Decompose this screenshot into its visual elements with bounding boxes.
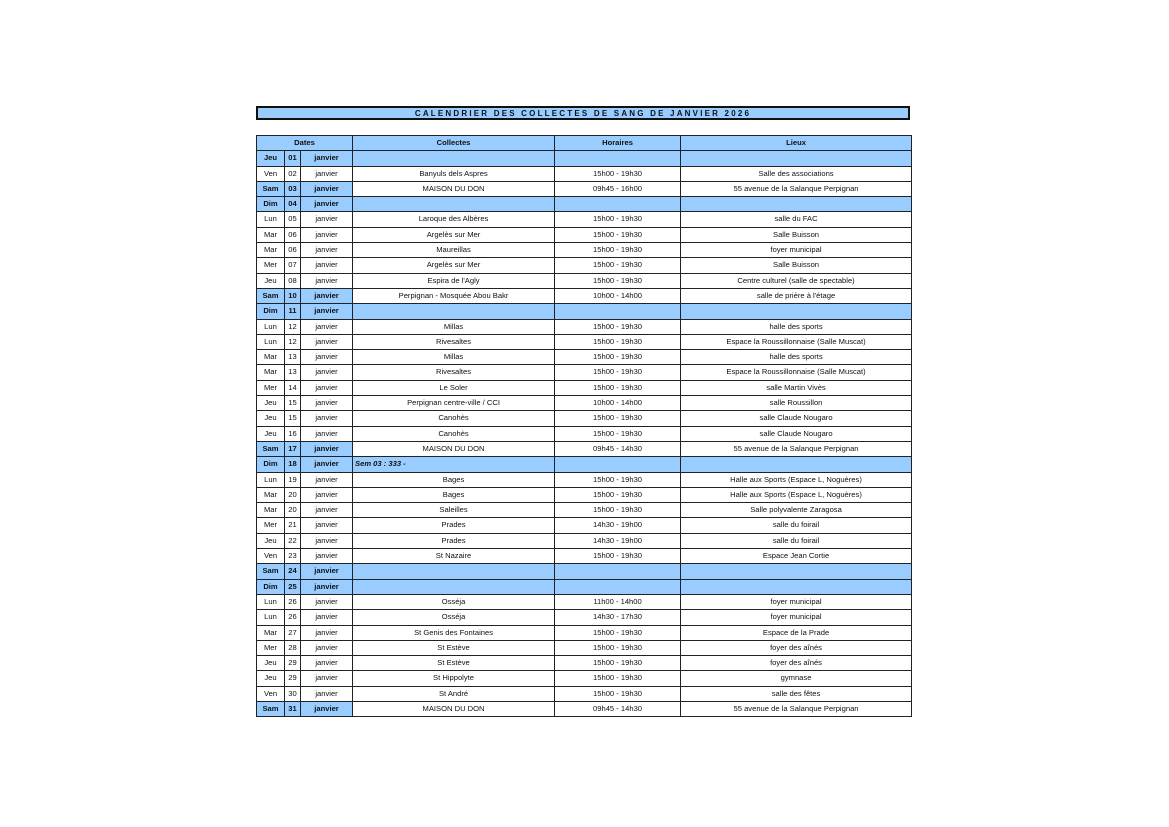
lieu-cell: Halle aux Sports (Espace L, Noguères) <box>681 472 912 487</box>
date-number-cell: 26 <box>285 610 301 625</box>
lieu-cell <box>681 457 912 472</box>
day-cell: Mar <box>257 365 285 380</box>
horaires-cell: 15h00 - 19h30 <box>555 411 681 426</box>
lieu-cell <box>681 579 912 594</box>
month-cell: janvier <box>301 457 353 472</box>
table-row <box>257 656 912 671</box>
date-number-cell: 04 <box>285 197 301 212</box>
lieu-cell: salle du foirail <box>681 518 912 533</box>
day-cell: Lun <box>257 610 285 625</box>
month-cell: janvier <box>301 334 353 349</box>
day-cell: Dim <box>257 304 285 319</box>
lieu-cell: salle Claude Nougaro <box>681 411 912 426</box>
date-number-cell: 28 <box>285 640 301 655</box>
collecte-cell: Perpignan centre-ville / CCI <box>353 396 555 411</box>
date-number-cell: 20 <box>285 503 301 518</box>
day-cell: Sam <box>257 181 285 196</box>
month-cell: janvier <box>301 411 353 426</box>
month-cell: janvier <box>301 380 353 395</box>
collecte-cell: Osséja <box>353 610 555 625</box>
date-number-cell: 12 <box>285 319 301 334</box>
table-row <box>257 273 912 288</box>
collecte-cell: Bages <box>353 487 555 502</box>
day-cell: Dim <box>257 457 285 472</box>
month-cell: janvier <box>301 564 353 579</box>
date-number-cell: 30 <box>285 686 301 701</box>
date-number-cell: 25 <box>285 579 301 594</box>
day-cell: Jeu <box>257 426 285 441</box>
month-cell: janvier <box>301 365 353 380</box>
horaires-cell: 14h30 - 19h00 <box>555 518 681 533</box>
lieu-cell <box>681 304 912 319</box>
horaires-cell: 09h45 - 14h30 <box>555 701 681 716</box>
collecte-cell: MAISON DU DON <box>353 181 555 196</box>
month-cell: janvier <box>301 197 353 212</box>
table-body <box>257 151 912 717</box>
day-cell: Mar <box>257 625 285 640</box>
day-cell: Jeu <box>257 671 285 686</box>
horaires-cell: 15h00 - 19h30 <box>555 227 681 242</box>
collecte-cell <box>353 151 555 166</box>
horaires-cell: 15h00 - 19h30 <box>555 350 681 365</box>
month-cell: janvier <box>301 625 353 640</box>
collecte-cell: Laroque des Albères <box>353 212 555 227</box>
month-cell: janvier <box>301 166 353 181</box>
day-cell: Jeu <box>257 656 285 671</box>
collecte-cell <box>353 579 555 594</box>
horaires-cell: 09h45 - 14h30 <box>555 441 681 456</box>
month-cell: janvier <box>301 533 353 548</box>
table-row <box>257 334 912 349</box>
lieu-cell: salle du foirail <box>681 533 912 548</box>
month-cell: janvier <box>301 579 353 594</box>
month-cell: janvier <box>301 151 353 166</box>
day-cell: Jeu <box>257 396 285 411</box>
lieu-cell: Espace la Roussillonnaise (Salle Muscat) <box>681 334 912 349</box>
horaires-cell: 14h30 - 17h30 <box>555 610 681 625</box>
month-cell: janvier <box>301 288 353 303</box>
date-number-cell: 01 <box>285 151 301 166</box>
horaires-cell: 10h00 - 14h00 <box>555 288 681 303</box>
horaires-cell: 15h00 - 19h30 <box>555 625 681 640</box>
collecte-cell: Rivesaltes <box>353 334 555 349</box>
collecte-cell: Perpignan - Mosquée Abou Bakr <box>353 288 555 303</box>
page-title: CALENDRIER DES COLLECTES DE SANG DE JANVIER 2026 <box>256 106 910 120</box>
collecte-cell: Osséja <box>353 594 555 609</box>
collecte-cell: Millas <box>353 319 555 334</box>
collecte-cell: MAISON DU DON <box>353 441 555 456</box>
collecte-cell <box>353 564 555 579</box>
collecte-cell: Maureillas <box>353 243 555 258</box>
date-number-cell: 15 <box>285 396 301 411</box>
horaires-cell: 11h00 - 14h00 <box>555 594 681 609</box>
month-cell: janvier <box>301 503 353 518</box>
date-number-cell: 06 <box>285 227 301 242</box>
collecte-cell: Bages <box>353 472 555 487</box>
horaires-cell: 15h00 - 19h30 <box>555 426 681 441</box>
table-row <box>257 564 912 579</box>
horaires-cell: 15h00 - 19h30 <box>555 365 681 380</box>
collecte-cell: Rivesaltes <box>353 365 555 380</box>
day-cell: Ven <box>257 166 285 181</box>
collecte-cell: Argelès sur Mer <box>353 227 555 242</box>
schedule-table <box>256 135 912 717</box>
table-row <box>257 533 912 548</box>
lieu-cell: foyer municipal <box>681 243 912 258</box>
date-number-cell: 18 <box>285 457 301 472</box>
lieu-cell: Espace Jean Cortie <box>681 549 912 564</box>
table-row <box>257 350 912 365</box>
table-row <box>257 380 912 395</box>
horaires-cell: 15h00 - 19h30 <box>555 656 681 671</box>
month-cell: janvier <box>301 640 353 655</box>
horaires-cell: 15h00 - 19h30 <box>555 166 681 181</box>
lieu-cell: halle des sports <box>681 319 912 334</box>
table-row <box>257 549 912 564</box>
month-cell: janvier <box>301 610 353 625</box>
date-number-cell: 13 <box>285 350 301 365</box>
table-row <box>257 579 912 594</box>
horaires-cell: 15h00 - 19h30 <box>555 640 681 655</box>
date-number-cell: 08 <box>285 273 301 288</box>
date-number-cell: 22 <box>285 533 301 548</box>
collecte-cell: Canohès <box>353 426 555 441</box>
date-number-cell: 12 <box>285 334 301 349</box>
collecte-cell: St Nazaire <box>353 549 555 564</box>
day-cell: Lun <box>257 319 285 334</box>
month-cell: janvier <box>301 549 353 564</box>
day-cell: Sam <box>257 288 285 303</box>
table-row <box>257 258 912 273</box>
table-row <box>257 181 912 196</box>
collecte-cell: St Estève <box>353 640 555 655</box>
collecte-cell: Prades <box>353 518 555 533</box>
date-number-cell: 27 <box>285 625 301 640</box>
horaires-cell: 09h45 - 16h00 <box>555 181 681 196</box>
table-row <box>257 411 912 426</box>
horaires-cell: 15h00 - 19h30 <box>555 212 681 227</box>
month-cell: janvier <box>301 227 353 242</box>
day-cell: Mer <box>257 518 285 533</box>
collecte-cell: Banyuls dels Aspres <box>353 166 555 181</box>
table-row <box>257 441 912 456</box>
month-cell: janvier <box>301 656 353 671</box>
date-number-cell: 03 <box>285 181 301 196</box>
collecte-cell: St André <box>353 686 555 701</box>
horaires-cell: 15h00 - 19h30 <box>555 686 681 701</box>
collecte-cell: Sem 03 : 333 - <box>353 457 555 472</box>
month-cell: janvier <box>301 350 353 365</box>
table-row <box>257 396 912 411</box>
date-number-cell: 24 <box>285 564 301 579</box>
month-cell: janvier <box>301 441 353 456</box>
day-cell: Jeu <box>257 151 285 166</box>
month-cell: janvier <box>301 701 353 716</box>
month-cell: janvier <box>301 258 353 273</box>
month-cell: janvier <box>301 472 353 487</box>
day-cell: Ven <box>257 686 285 701</box>
horaires-cell: 15h00 - 19h30 <box>555 273 681 288</box>
day-cell: Dim <box>257 579 285 594</box>
date-number-cell: 31 <box>285 701 301 716</box>
day-cell: Jeu <box>257 273 285 288</box>
lieu-cell: salle de prière à l'étage <box>681 288 912 303</box>
lieu-cell: Salle polyvalente Zaragosa <box>681 503 912 518</box>
day-cell: Dim <box>257 197 285 212</box>
month-cell: janvier <box>301 319 353 334</box>
lieu-cell: salle Roussillon <box>681 396 912 411</box>
month-cell: janvier <box>301 671 353 686</box>
horaires-cell: 15h00 - 19h30 <box>555 258 681 273</box>
day-cell: Lun <box>257 334 285 349</box>
month-cell: janvier <box>301 396 353 411</box>
collecte-cell: St Hippolyte <box>353 671 555 686</box>
date-number-cell: 14 <box>285 380 301 395</box>
day-cell: Sam <box>257 441 285 456</box>
horaires-cell: 15h00 - 19h30 <box>555 380 681 395</box>
header-dates: Dates <box>257 136 353 151</box>
horaires-cell <box>555 564 681 579</box>
header-horaires: Horaires <box>555 136 681 151</box>
month-cell: janvier <box>301 181 353 196</box>
collecte-cell <box>353 304 555 319</box>
month-cell: janvier <box>301 686 353 701</box>
lieu-cell: salle des fêtes <box>681 686 912 701</box>
collecte-cell: St Estève <box>353 656 555 671</box>
table-row <box>257 671 912 686</box>
table-row <box>257 487 912 502</box>
date-number-cell: 19 <box>285 472 301 487</box>
horaires-cell: 15h00 - 19h30 <box>555 334 681 349</box>
horaires-cell <box>555 579 681 594</box>
date-number-cell: 17 <box>285 441 301 456</box>
table-header-row <box>257 136 912 151</box>
lieu-cell <box>681 197 912 212</box>
lieu-cell: foyer municipal <box>681 594 912 609</box>
table-row <box>257 472 912 487</box>
collecte-cell: Saleilles <box>353 503 555 518</box>
table-row <box>257 243 912 258</box>
month-cell: janvier <box>301 518 353 533</box>
horaires-cell: 15h00 - 19h30 <box>555 671 681 686</box>
day-cell: Jeu <box>257 411 285 426</box>
collecte-cell <box>353 197 555 212</box>
day-cell: Mer <box>257 640 285 655</box>
day-cell: Mar <box>257 227 285 242</box>
horaires-cell <box>555 304 681 319</box>
day-cell: Mar <box>257 243 285 258</box>
lieu-cell: foyer des aînés <box>681 640 912 655</box>
horaires-cell <box>555 197 681 212</box>
collecte-cell: Prades <box>353 533 555 548</box>
lieu-cell: Halle aux Sports (Espace L, Noguères) <box>681 487 912 502</box>
lieu-cell: Centre culturel (salle de spectable) <box>681 273 912 288</box>
header-lieux: Lieux <box>681 136 912 151</box>
date-number-cell: 23 <box>285 549 301 564</box>
date-number-cell: 29 <box>285 656 301 671</box>
table-row <box>257 701 912 716</box>
day-cell: Ven <box>257 549 285 564</box>
table-row <box>257 166 912 181</box>
lieu-cell: halle des sports <box>681 350 912 365</box>
table-row <box>257 518 912 533</box>
day-cell: Jeu <box>257 533 285 548</box>
lieu-cell: 55 avenue de la Salanque Perpignan <box>681 181 912 196</box>
lieu-cell: Salle Buisson <box>681 227 912 242</box>
table-row <box>257 365 912 380</box>
lieu-cell: gymnase <box>681 671 912 686</box>
collecte-cell: Canohès <box>353 411 555 426</box>
horaires-cell: 15h00 - 19h30 <box>555 503 681 518</box>
month-cell: janvier <box>301 243 353 258</box>
day-cell: Sam <box>257 564 285 579</box>
month-cell: janvier <box>301 273 353 288</box>
collecte-cell: MAISON DU DON <box>353 701 555 716</box>
table-row <box>257 686 912 701</box>
table-row <box>257 426 912 441</box>
lieu-cell: Espace de la Prade <box>681 625 912 640</box>
table-row <box>257 212 912 227</box>
horaires-cell: 15h00 - 19h30 <box>555 487 681 502</box>
day-cell: Mer <box>257 380 285 395</box>
table-row <box>257 288 912 303</box>
day-cell: Mar <box>257 350 285 365</box>
date-number-cell: 20 <box>285 487 301 502</box>
lieu-cell: salle Claude Nougaro <box>681 426 912 441</box>
lieu-cell: foyer municipal <box>681 610 912 625</box>
day-cell: Lun <box>257 212 285 227</box>
lieu-cell: salle du FAC <box>681 212 912 227</box>
day-cell: Mar <box>257 487 285 502</box>
collecte-cell: Le Soler <box>353 380 555 395</box>
date-number-cell: 29 <box>285 671 301 686</box>
horaires-cell: 15h00 - 19h30 <box>555 243 681 258</box>
lieu-cell: Salle des associations <box>681 166 912 181</box>
month-cell: janvier <box>301 487 353 502</box>
lieu-cell: foyer des aînés <box>681 656 912 671</box>
day-cell: Lun <box>257 472 285 487</box>
date-number-cell: 05 <box>285 212 301 227</box>
day-cell: Sam <box>257 701 285 716</box>
table-row <box>257 625 912 640</box>
date-number-cell: 15 <box>285 411 301 426</box>
lieu-cell: 55 avenue de la Salanque Perpignan <box>681 441 912 456</box>
date-number-cell: 11 <box>285 304 301 319</box>
lieu-cell: Salle Buisson <box>681 258 912 273</box>
horaires-cell: 15h00 - 19h30 <box>555 472 681 487</box>
date-number-cell: 13 <box>285 365 301 380</box>
day-cell: Lun <box>257 594 285 609</box>
lieu-cell <box>681 151 912 166</box>
horaires-cell: 14h30 - 19h00 <box>555 533 681 548</box>
date-number-cell: 07 <box>285 258 301 273</box>
collecte-cell: St Genis des Fontaines <box>353 625 555 640</box>
table-row <box>257 503 912 518</box>
collecte-cell: Argelès sur Mer <box>353 258 555 273</box>
collecte-cell: Millas <box>353 350 555 365</box>
date-number-cell: 06 <box>285 243 301 258</box>
date-number-cell: 10 <box>285 288 301 303</box>
collecte-cell: Espira de l'Agly <box>353 273 555 288</box>
lieu-cell: Espace la Roussillonnaise (Salle Muscat) <box>681 365 912 380</box>
lieu-cell: salle Martin Vivès <box>681 380 912 395</box>
table-row <box>257 457 912 472</box>
date-number-cell: 26 <box>285 594 301 609</box>
horaires-cell: 15h00 - 19h30 <box>555 319 681 334</box>
lieu-cell <box>681 564 912 579</box>
lieu-cell: 55 avenue de la Salanque Perpignan <box>681 701 912 716</box>
table-row <box>257 197 912 212</box>
table-row <box>257 610 912 625</box>
horaires-cell <box>555 151 681 166</box>
header-collectes: Collectes <box>353 136 555 151</box>
table-row <box>257 304 912 319</box>
date-number-cell: 02 <box>285 166 301 181</box>
horaires-cell <box>555 457 681 472</box>
month-cell: janvier <box>301 304 353 319</box>
table-row <box>257 227 912 242</box>
day-cell: Mer <box>257 258 285 273</box>
month-cell: janvier <box>301 594 353 609</box>
table-row <box>257 151 912 166</box>
horaires-cell: 10h00 - 14h00 <box>555 396 681 411</box>
table-row <box>257 319 912 334</box>
month-cell: janvier <box>301 212 353 227</box>
table-row <box>257 640 912 655</box>
date-number-cell: 21 <box>285 518 301 533</box>
horaires-cell: 15h00 - 19h30 <box>555 549 681 564</box>
month-cell: janvier <box>301 426 353 441</box>
date-number-cell: 16 <box>285 426 301 441</box>
day-cell: Mar <box>257 503 285 518</box>
table-row <box>257 594 912 609</box>
